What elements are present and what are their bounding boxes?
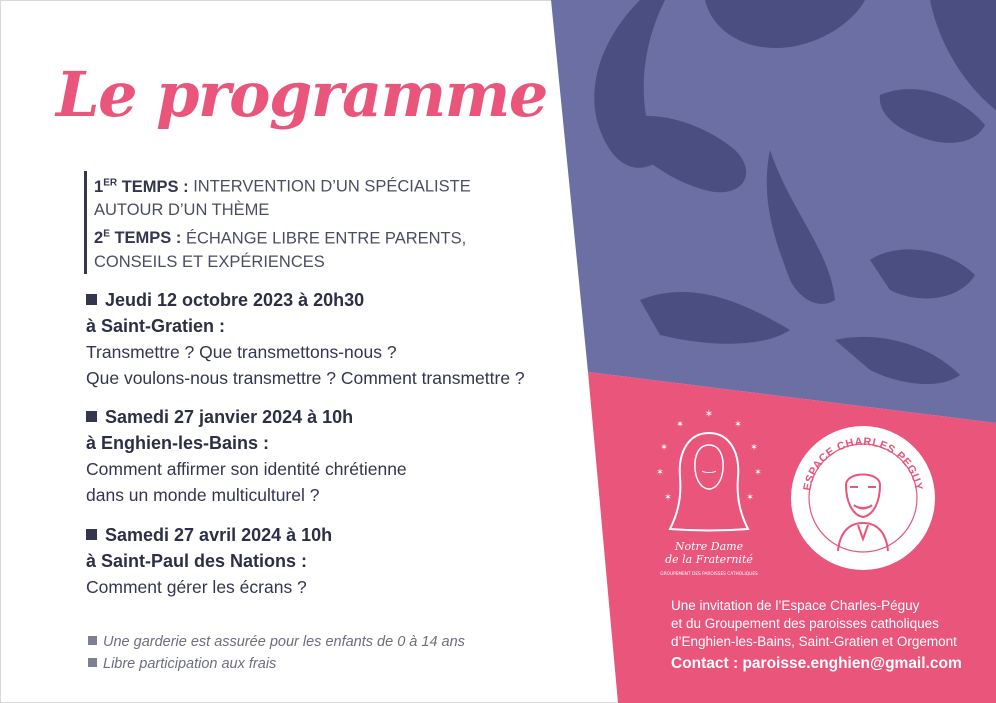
invite-line-3: d’Enghien-les-Bains, Saint-Gratien et Orgemont <box>671 634 957 649</box>
invitation-text <box>671 597 971 651</box>
bullet-square-icon <box>86 529 97 540</box>
notre-dame-text-1: Notre Dame <box>674 540 744 553</box>
part1-label: 1ER TEMPS : <box>94 177 189 196</box>
notre-dame-logo <box>650 405 768 585</box>
part1-text-2: AUTOUR D’UN THÈME <box>94 201 270 219</box>
bullet-square-icon <box>88 636 97 645</box>
intro-part-1 <box>94 171 514 199</box>
svg-text:✶: ✶ <box>746 493 754 503</box>
event-1 <box>86 287 566 391</box>
note-childcare: Une garderie est assurée pour les enfants de 0 à 14 ans <box>88 631 465 653</box>
svg-text:✶: ✶ <box>660 443 668 453</box>
event-place: à Enghien-les-Bains : <box>86 433 270 453</box>
event-place: à Saint-Paul des Nations : <box>86 551 308 571</box>
event-place: à Saint-Gratien : <box>86 316 226 336</box>
event-topic: dans un monde multiculturel ? <box>86 485 320 505</box>
event-date: Jeudi 12 octobre 2023 à 20h30 <box>86 287 566 313</box>
charles-peguy-text: ESPACE CHARLES PEGUY <box>801 435 925 492</box>
event-topic: Que voulons-nous transmettre ? Comment transmettre ? <box>86 368 525 388</box>
event-2 <box>86 404 566 508</box>
part2-text-2: CONSEILS ET EXPÉRIENCES <box>94 252 325 271</box>
contact-email: Contact : paroisse.enghien@gmail.com <box>671 655 962 672</box>
event-topic: Comment affirmer son identité chrétienne <box>86 459 407 479</box>
bullet-square-icon <box>86 294 97 305</box>
event-date: Samedi 27 avril 2024 à 10h <box>86 522 566 548</box>
intro-part-2 <box>94 223 514 251</box>
event-3 <box>86 522 566 600</box>
svg-text:✶: ✶ <box>664 493 672 503</box>
svg-text:✶: ✶ <box>734 420 742 430</box>
svg-text:✶: ✶ <box>754 468 762 478</box>
charles-peguy-logo <box>788 423 938 573</box>
bullet-square-icon <box>88 658 97 667</box>
invite-line-2: et du Groupement des paroisses catholiques <box>671 616 939 631</box>
intro-block <box>84 171 514 274</box>
part2-text: ÉCHANGE LIBRE ENTRE PARENTS, <box>185 229 467 247</box>
notre-dame-text-2: de la Fraternité <box>665 553 753 566</box>
event-topic: Comment gérer les écrans ? <box>86 577 307 597</box>
invite-line-1: Une invitation de l’Espace Charles-Péguy <box>671 598 920 613</box>
bullet-square-icon <box>86 411 97 422</box>
part1-text: INTERVENTION D’UN SPÉCIALISTE <box>193 177 471 196</box>
notre-dame-group: GROUPEMENT DES PAROISSES CATHOLIQUES <box>660 572 758 577</box>
event-topic: Transmettre ? Que transmettons-nous ? <box>86 342 397 362</box>
part2-label: $2^E$ TEMPS : <box>94 228 182 247</box>
svg-text:✶: ✶ <box>676 420 684 430</box>
event-date: Samedi 27 janvier 2024 à 10h <box>86 404 566 430</box>
page-title: Le programme <box>56 58 547 131</box>
svg-text:✶: ✶ <box>704 409 714 420</box>
svg-text:✶: ✶ <box>750 443 758 453</box>
svg-text:✶: ✶ <box>656 468 664 478</box>
note-participation: Libre participation aux frais <box>88 653 276 675</box>
